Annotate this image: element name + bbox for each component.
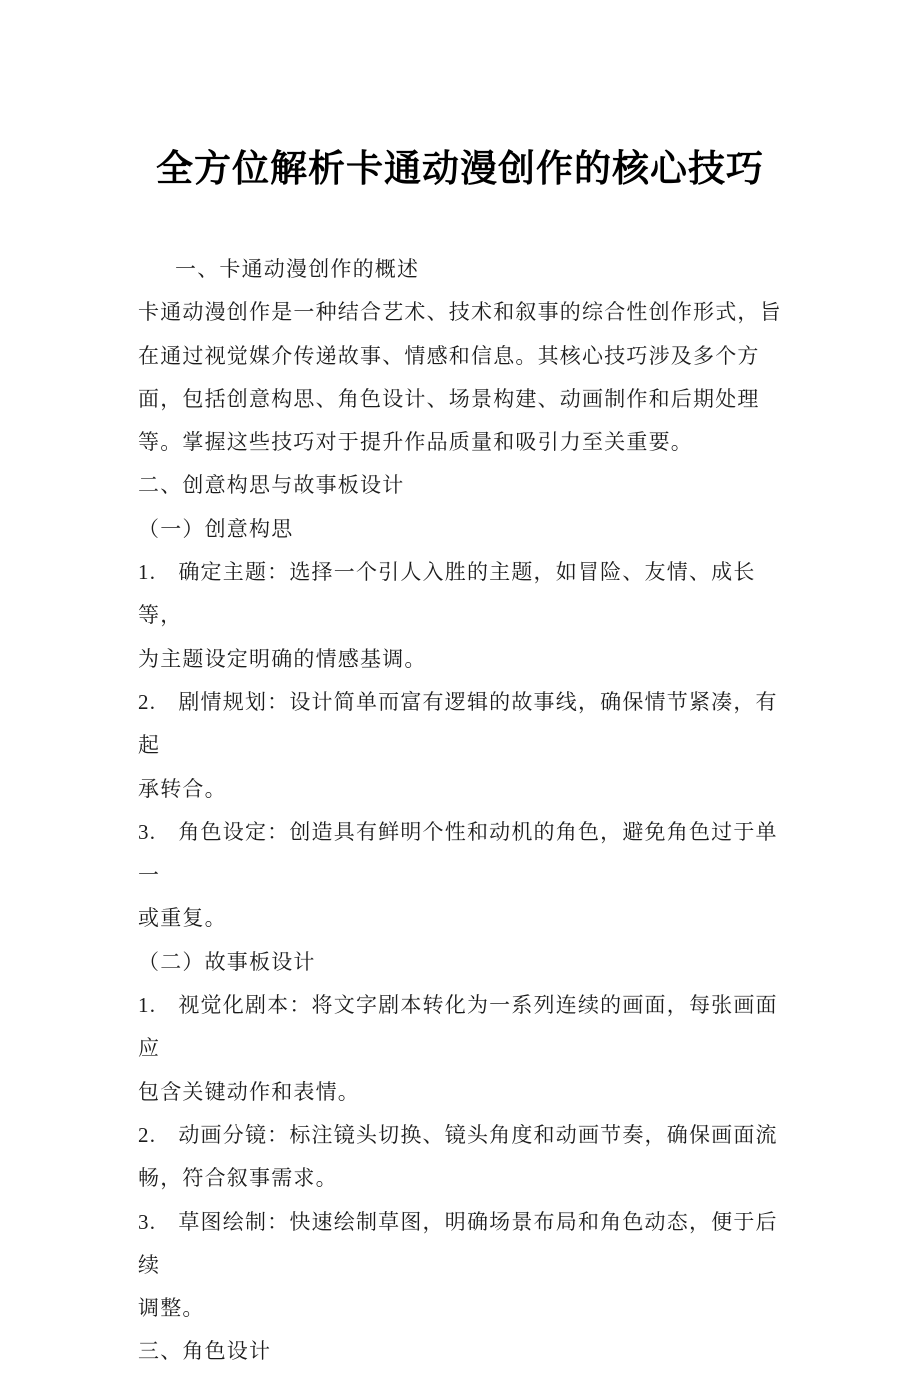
text-line: 在通过视觉媒介传递故事、情感和信息。其核心技巧涉及多个方 [138,343,760,368]
text-line: 二、创意构思与故事板设计 [138,473,405,498]
text-line: 一、卡通动漫创作的概述 [175,257,420,281]
text-line: 调整。 [138,1296,205,1321]
text-line: 2. 剧情规划：设计简单而富有逻辑的故事线，确保情节紧凑，有起 [138,689,778,758]
text-line: 为主题设定明确的情感基调。 [138,646,427,671]
text-line: 1. 确定主题：选择一个引人入胜的主题，如冒险、友情、成长等， [138,560,756,628]
document-body [138,248,782,1374]
text-line: （二）故事板设计 [138,949,316,974]
text-line: 等。掌握这些技巧对于提升作品质量和吸引力至关重要。 [138,430,693,455]
text-line: 包含关键动作和表情。 [138,1079,360,1104]
text-line: 卡通动漫创作是一种结合艺术、技术和叙事的综合性创作形式，旨 [138,300,782,325]
text-line: 2. 动画分镜：标注镜头切换、镜头角度和动画节奏，确保画面流 [138,1122,778,1147]
text-line: 面，包括创意构思、角色设计、场景构建、动画制作和后期处理 [138,386,760,411]
text-line: 1. 视觉化剧本：将文字剧本转化为一系列连续的画面，每张画面应 [138,993,778,1061]
text-line: 承转合。 [138,776,227,801]
text-line: 3. 草图绘制：快速绘制草图，明确场景布局和角色动态，便于后续 [138,1209,778,1277]
text-line: 三、角色设计 [138,1339,272,1364]
text-line: （一）创意构思 [138,516,294,541]
text-line: 畅，符合叙事需求。 [138,1166,338,1191]
document-title: 全方位解析卡通动漫创作的核心技巧 [156,148,764,189]
text-line: 或重复。 [138,906,227,931]
text-line: 3. 角色设定：创造具有鲜明个性和动机的角色，避免角色过于单一 [138,819,778,888]
